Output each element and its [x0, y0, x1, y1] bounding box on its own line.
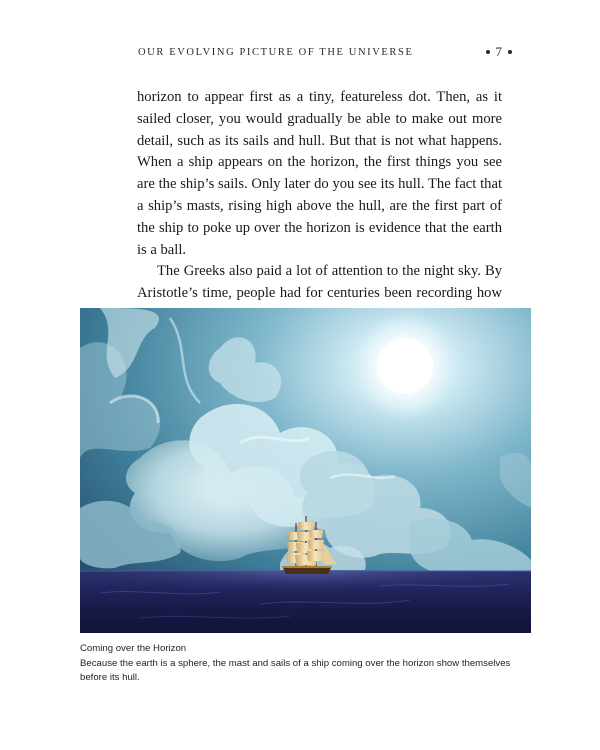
- caption-title: Coming over the Horizon: [80, 643, 187, 654]
- paragraph: horizon to appear first as a tiny, featureless dot. Then, as it sailed closer, you would gradually be able to make out more detail, such as its sails and hull. But that is not what happens. When a ship appears on the horizon, the first things you see are the ship’s sails. Only later do you see its hull. The fact that a ship’s masts, rising high above the hull, are the first part of the ship to poke up over the horizon is evidence that the earth is a ball.: [137, 89, 502, 258]
- figure-caption: [80, 642, 530, 686]
- running-head: [138, 44, 512, 60]
- page-number-value: 7: [495, 44, 502, 59]
- running-title: OUR EVOLVING PICTURE OF THE UNIVERSE: [138, 46, 414, 58]
- ship-on-horizon-illustration: [80, 308, 531, 633]
- page-number: [486, 44, 513, 60]
- sun: [377, 338, 433, 394]
- illustration-canvas: [80, 308, 531, 633]
- bullet-ornament-icon: [486, 50, 490, 54]
- caption-text: Because the earth is a sphere, the mast and sails of a ship coming over the horizon show themselves before its hull.: [80, 657, 511, 683]
- bullet-ornament-icon: [508, 50, 512, 54]
- paragraph: The Greeks also paid a lot of attention to the night sky. By Aristotle’s time, people had for centuries been recording how: [137, 263, 502, 302]
